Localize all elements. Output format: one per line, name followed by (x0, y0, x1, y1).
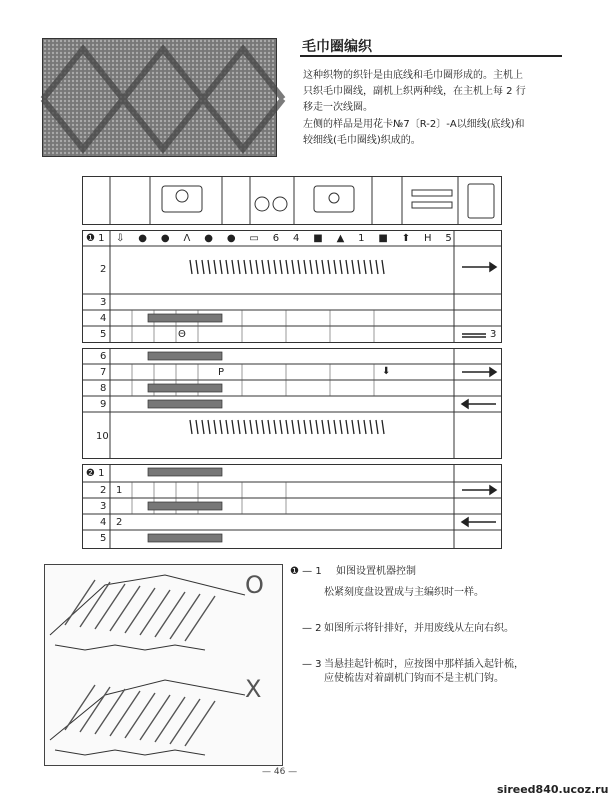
section-2-badge: ❷ 1 (86, 468, 105, 479)
instruction-3-label: — 3 (302, 659, 322, 670)
intro-paragraph-2 (303, 117, 565, 149)
row-number: 4 (100, 517, 107, 528)
symbol-cell: ■ (378, 233, 388, 244)
site-watermark: sireed840.ucoz.ru (497, 783, 608, 796)
symbol-cell: ▲ (336, 233, 345, 244)
row-number: 3 (100, 501, 107, 512)
row-number: 3 (100, 297, 107, 308)
row-2-left-value: 1 (116, 485, 123, 496)
correct-mark: O (245, 571, 264, 599)
row-number: 5 (100, 329, 107, 340)
intro-line: 移走一次线圈。 (303, 102, 373, 113)
row-4-left-value: 2 (116, 517, 123, 528)
symbol-cell: H (424, 233, 432, 244)
row-7-arrow-symbol: ⬇ (382, 366, 391, 377)
row-5-suffix: 3 (490, 329, 497, 340)
instruction-2-label: — 2 (302, 623, 322, 634)
instruction-2-body: 如图所示将针排好，并用废线从左向右织。 (324, 623, 514, 634)
symbol-cell: ● (160, 233, 170, 244)
title-underline (300, 55, 562, 57)
symbol-cell: 5 (445, 233, 452, 244)
symbol-cell: 6 (272, 233, 280, 244)
row-number: 2 (100, 264, 107, 275)
symbol-cell: ● (138, 233, 147, 244)
intro-paragraph-1 (303, 68, 565, 116)
comb-insertion-diagram (44, 564, 283, 766)
row-7-p-symbol: P (218, 367, 225, 378)
knit-pattern-graphic (43, 39, 276, 156)
row-number: 5 (100, 533, 107, 544)
row-number: 1 (98, 233, 105, 244)
symbol-cell: ● (204, 233, 213, 244)
row-number: 8 (100, 383, 107, 394)
machine-setting-table (82, 176, 502, 550)
row-number: 2 (100, 485, 107, 496)
intro-line: 只织毛巾圈线，副机上织两种线，在主机上每 2 行 (303, 86, 526, 97)
row-number: 1 (98, 468, 105, 479)
row-number: 4 (100, 313, 107, 324)
section-1-badge: ❶ 1 (86, 233, 105, 244)
instruction-1-body: 松紧刻度盘设置成与主编织时一样。 (324, 587, 484, 598)
symbol-cell: ● (226, 233, 236, 244)
symbol-cell: ■ (313, 233, 323, 244)
symbol-cell: Λ (183, 233, 191, 244)
symbol-cell: ⬆ (401, 233, 411, 244)
instruction-3-body-1: 当悬挂起针梳时，应按图中那样插入起针梳， (324, 659, 524, 670)
instruction-3-body-2: 应使梳齿对着副机门钩而不是主机门钩。 (324, 673, 504, 684)
row-number: 7 (100, 367, 107, 378)
instruction-1-title: 如图设置机器控制 (336, 566, 416, 577)
intro-line: 左侧的样品是用花卡№7〔R-2〕-A以细线(底线)和 (303, 119, 525, 130)
row-number: 10 (96, 431, 109, 442)
row-number: 6 (100, 351, 107, 362)
section-1-symbol-row (116, 233, 452, 244)
row-5-symbol: Θ (178, 329, 186, 340)
wrong-mark: X (245, 675, 262, 703)
intro-line: 这种织物的织针是由底线和毛巾圈形成的。主机上 (303, 70, 523, 81)
row-number: 9 (100, 399, 107, 410)
knit-sample-photo (42, 38, 277, 157)
symbol-cell: 4 (293, 233, 300, 244)
page-number: — 46 — (262, 767, 298, 777)
instruction-1-label: ❶ — 1 (290, 566, 322, 577)
symbol-cell: ⇩ (116, 233, 125, 244)
symbol-cell: 1 (358, 233, 365, 244)
page-title: 毛巾圈编织 (302, 39, 372, 55)
symbol-cell: ▭ (249, 233, 259, 244)
intro-line: 较细线(毛巾圈线)织成的。 (303, 135, 421, 146)
